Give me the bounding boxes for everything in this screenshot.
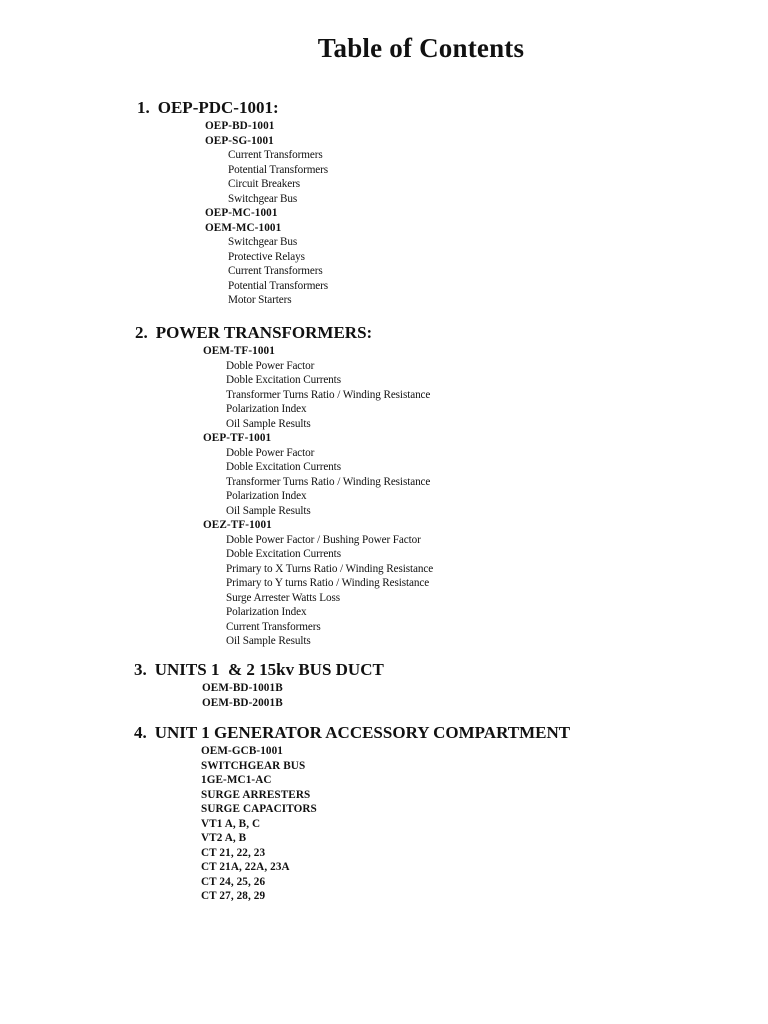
toc-item: OEM-TF-1001 (203, 345, 275, 357)
toc-subitem: Doble Excitation Currents (226, 374, 341, 386)
toc-subitem: Doble Power Factor (226, 446, 315, 459)
toc-subitem: Circuit Breakers (228, 178, 301, 190)
section-heading (0, 323, 768, 343)
section-heading (0, 660, 768, 680)
toc-subitem: Doble Power Factor / Bushing Power Factor (226, 533, 421, 546)
section-title: OEP-PDC-1001: (157, 98, 279, 117)
section-number: 2. (135, 323, 148, 342)
toc-item: OEM-GCB-1001 (201, 745, 283, 757)
toc-item: 1GE-MC1-AC (201, 774, 272, 786)
toc-subitem: Doble Power Factor (226, 359, 315, 372)
toc-subitem: Doble Excitation Currents (226, 548, 341, 560)
section-title: POWER TRANSFORMERS: (155, 323, 373, 342)
toc-item: OEP-SG-1001 (205, 134, 274, 147)
toc-subitem: Current Transformers (228, 265, 323, 277)
toc-item: CT 21A, 22A, 23A (201, 861, 290, 873)
section-items (0, 344, 768, 649)
toc-subitem: Protective Relays (228, 250, 305, 263)
toc-subitem: Oil Sample Results (226, 504, 311, 517)
toc-subitem: Doble Excitation Currents (226, 461, 341, 473)
toc-item: OEM-MC-1001 (205, 221, 282, 234)
toc-item: VT2 A, B (201, 832, 247, 844)
toc-subitem: Primary to X Turns Ratio / Winding Resistance (226, 562, 434, 575)
toc-item: OEM-BD-1001B (202, 682, 283, 694)
toc-item: CT 24, 25, 26 (201, 875, 266, 888)
toc-item: OEM-BD-2001B (202, 696, 283, 709)
section-number: 3. (134, 660, 147, 679)
section-items (0, 681, 768, 710)
toc-item: OEZ-TF-1001 (203, 519, 272, 531)
toc-subitem: Polarization Index (226, 606, 307, 618)
section-items (0, 744, 768, 904)
page-title: Table of Contents (317, 33, 525, 63)
toc-subitem: Potential Transformers (228, 163, 329, 176)
toc-subitem: Current Transformers (228, 149, 323, 161)
toc-item: CT 27, 28, 29 (201, 890, 266, 902)
toc-section (0, 660, 768, 710)
section-heading (0, 98, 768, 118)
section-title: UNITS 1 & 2 15kv BUS DUCT (154, 660, 384, 679)
toc-subitem: Transformer Turns Ratio / Winding Resistance (226, 475, 431, 488)
toc-section (0, 98, 768, 308)
toc-subitem: Current Transformers (226, 620, 321, 633)
toc-item: SURGE CAPACITORS (201, 803, 317, 815)
toc-item: OEP-MC-1001 (205, 207, 278, 219)
toc-item: SURGE ARRESTERS (201, 788, 311, 801)
toc-subitem: Oil Sample Results (226, 417, 311, 430)
toc-item: OEP-TF-1001 (203, 432, 272, 444)
toc-subitem: Polarization Index (226, 490, 307, 502)
toc-subitem: Primary to Y turns Ratio / Winding Resistance (226, 577, 430, 589)
section-heading (0, 723, 768, 743)
toc-item: SWITCHGEAR BUS (201, 759, 306, 772)
toc-section (0, 723, 768, 904)
toc-subitem: Motor Starters (228, 294, 292, 306)
toc-item: CT 21, 22, 23 (201, 846, 266, 859)
toc-subitem: Surge Arrester Watts Loss (226, 591, 340, 604)
toc-subitem: Potential Transformers (228, 279, 329, 292)
section-number: 4. (134, 723, 147, 742)
toc-item: OEP-BD-1001 (205, 120, 275, 132)
toc-item: VT1 A, B, C (201, 817, 261, 830)
toc-subitem: Polarization Index (226, 403, 307, 415)
toc-section (0, 323, 768, 649)
section-items (0, 119, 768, 308)
section-number: 1. (137, 98, 150, 117)
toc-subitem: Switchgear Bus (228, 192, 298, 205)
toc-subitem: Transformer Turns Ratio / Winding Resistance (226, 388, 431, 401)
section-title: UNIT 1 GENERATOR ACCESSORY COMPARTMENT (154, 723, 571, 742)
toc-subitem: Switchgear Bus (228, 236, 298, 248)
toc-subitem: Oil Sample Results (226, 635, 311, 647)
